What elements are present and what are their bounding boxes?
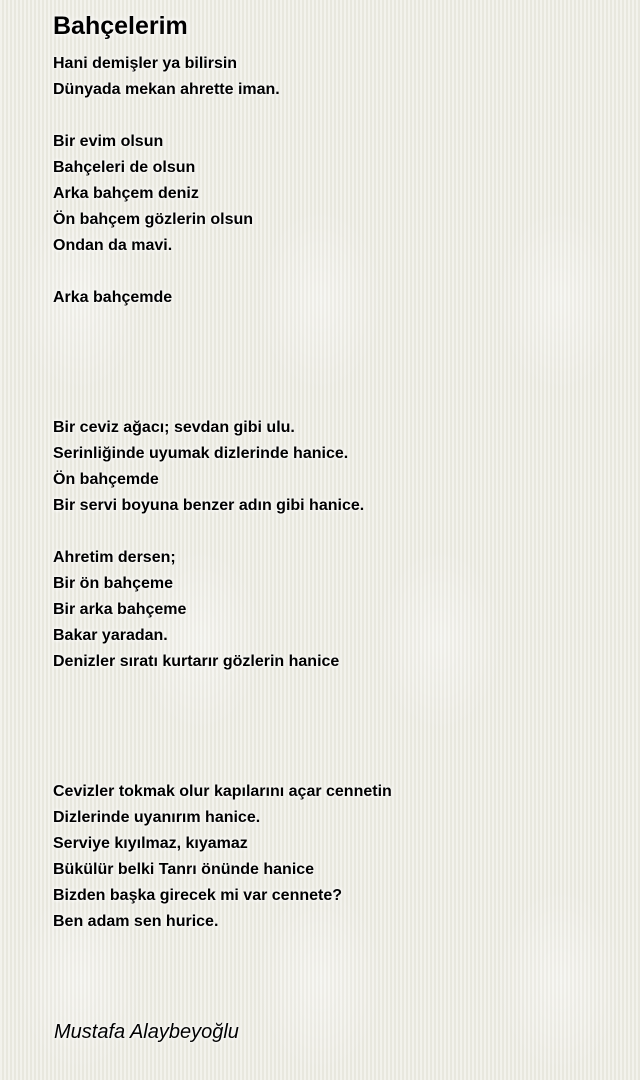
poem-line: Ön bahçemde bbox=[53, 471, 159, 488]
poem-line: Dizlerinde uyanırım hanice. bbox=[53, 809, 261, 826]
poem-line: Ben adam sen hurice. bbox=[53, 913, 219, 930]
poem-line: Serviye kıyılmaz, kıyamaz bbox=[53, 835, 248, 852]
poem-line: Bir servi boyuna benzer adın gibi hanice. bbox=[53, 497, 365, 514]
poem-line bbox=[53, 311, 613, 337]
poem-line: Hani demişler ya bilirsin bbox=[53, 55, 238, 72]
poem-line: Cevizler tokmak olur kapılarını açar cennetin bbox=[53, 783, 392, 800]
poem-line bbox=[53, 675, 613, 701]
poem-line: Bir ön bahçeme bbox=[53, 575, 174, 592]
poem-line bbox=[53, 701, 613, 727]
poem-line: Ön bahçem gözlerin olsun bbox=[53, 211, 254, 228]
poem-line bbox=[53, 519, 613, 545]
poem-line: Dünyada mekan ahrette iman. bbox=[53, 81, 280, 98]
poem-line: Arka bahçemde bbox=[53, 289, 173, 306]
poem-body bbox=[53, 51, 613, 935]
poem-line: Bir evim olsun bbox=[53, 133, 164, 150]
poem-line: Bir arka bahçeme bbox=[53, 601, 187, 618]
poem-line bbox=[53, 337, 613, 363]
poem-line: Arka bahçem deniz bbox=[53, 185, 199, 202]
poem-line: Bizden başka girecek mi var cennete? bbox=[53, 887, 343, 904]
poem-line: Bir ceviz ağacı; sevdan gibi ulu. bbox=[53, 419, 295, 436]
poem-author: Mustafa Alaybeyoğlu bbox=[54, 1021, 239, 1043]
poem-title: Bahçelerim bbox=[53, 12, 188, 40]
poem-line: Bahçeleri de olsun bbox=[53, 159, 196, 176]
poem-line bbox=[53, 363, 613, 389]
poem-line bbox=[53, 389, 613, 415]
poem-line bbox=[53, 727, 613, 753]
poem-line: Serinliğinde uyumak dizlerinde hanice. bbox=[53, 445, 349, 462]
poem-line: Ahretim dersen; bbox=[53, 549, 176, 566]
poem-line: Ondan da mavi. bbox=[53, 237, 173, 254]
poem-line: Bükülür belki Tanrı önünde hanice bbox=[53, 861, 315, 878]
poem-line bbox=[53, 103, 613, 129]
poem-line: Bakar yaradan. bbox=[53, 627, 168, 644]
poem-line bbox=[53, 753, 613, 779]
poem-line bbox=[53, 259, 613, 285]
poem-line: Denizler sıratı kurtarır gözlerin hanice bbox=[53, 653, 340, 670]
